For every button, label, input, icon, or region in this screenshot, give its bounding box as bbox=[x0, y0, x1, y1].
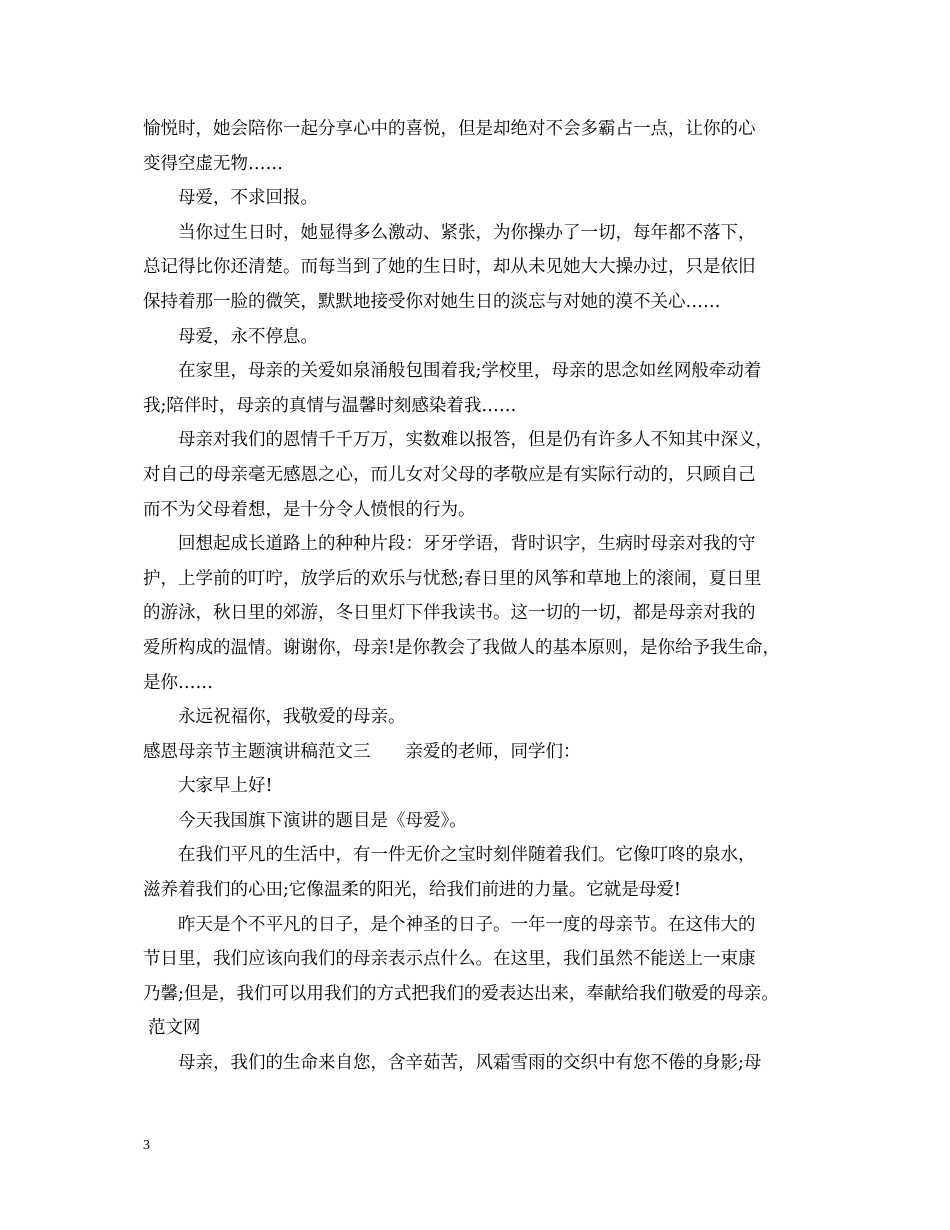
text-line: 总记得比你还清楚。而每当到了她的生日时，却从未见她大大操办过，只是依旧 bbox=[143, 257, 756, 278]
text-line: 我;陪伴时，母亲的真情与温馨时刻感染着我…… bbox=[143, 395, 517, 416]
text-line: 在家里，母亲的关爱如泉涌般包围着我;学校里，母亲的思念如丝网般牵动着 bbox=[178, 361, 762, 382]
text-line: 是你…… bbox=[143, 672, 213, 693]
text-line: 范文网 bbox=[148, 1018, 201, 1039]
text-line: 爱所构成的温情。谢谢你，母亲!是你教会了我做人的基本原则，是你给予我生命， bbox=[143, 637, 781, 658]
text-line: 母亲，我们的生命来自您，含辛茹苦，风霜雪雨的交织中有您不倦的身影;母 bbox=[178, 1053, 762, 1074]
text-line: 保持着那一脸的微笑，默默地接受你对她生日的淡忘与对她的漠不关心…… bbox=[143, 291, 721, 312]
text-line: 感恩母亲节主题演讲稿范文三 亲爱的老师，同学们： bbox=[143, 741, 581, 762]
text-line: 在我们平凡的生活中，有一件无价之宝时刻伴随着我们。它像叮咚的泉水， bbox=[178, 845, 756, 866]
text-line: 节日里，我们应该向我们的母亲表示点什么。在这里，我们虽然不能送上一束康 bbox=[143, 949, 756, 970]
text-line: 昨天是个不平凡的日子，是个神圣的日子。一年一度的母亲节。在这伟大的 bbox=[178, 914, 756, 935]
text-line: 滋养着我们的心田;它像温柔的阳光，给我们前进的力量。它就是母爱! bbox=[143, 880, 681, 901]
text-line: 大家早上好! bbox=[178, 776, 273, 797]
text-line: 对自己的母亲毫无感恩之心，而儿女对父母的孝敬应是有实际行动的，只顾自己 bbox=[143, 464, 756, 485]
text-line: 的游泳，秋日里的郊游，冬日里灯下伴我读书。这一切的一切，都是母亲对我的 bbox=[143, 603, 756, 624]
text-line: 回想起成长道路上的种种片段：牙牙学语，背时识字，生病时母亲对我的守 bbox=[178, 534, 756, 555]
text-line: 母爱，不求回报。 bbox=[178, 188, 318, 209]
document-body bbox=[143, 112, 823, 1081]
text-line: 今天我国旗下演讲的题目是《母爱》。 bbox=[178, 810, 467, 831]
text-line: 母爱，永不停息。 bbox=[178, 326, 318, 347]
text-line: 当你过生日时，她显得多么激动、紧张，为你操办了一切，每年都不落下， bbox=[178, 222, 756, 243]
text-line: 永远祝福你，我敬爱的母亲。 bbox=[178, 707, 406, 728]
text-line: 变得空虚无物…… bbox=[143, 153, 283, 174]
page-number: 3 bbox=[143, 1138, 150, 1153]
text-line: 而不为父母着想，是十分令人愤恨的行为。 bbox=[143, 499, 476, 520]
text-line: 母亲对我们的恩情千千万万，实数难以报答，但是仍有许多人不知其中深义， bbox=[178, 430, 773, 451]
text-line: 愉悦时，她会陪你一起分享心中的喜悦，但是却绝对不会多霸占一点，让你的心 bbox=[143, 119, 756, 139]
text-line: 护，上学前的叮咛，放学后的欢乐与忧愁;春日里的风筝和草地上的滚闹，夏日里 bbox=[143, 568, 762, 589]
text-line: 乃馨;但是，我们可以用我们的方式把我们的爱表达出来，奉献给我们敬爱的母亲。 bbox=[143, 983, 779, 1004]
